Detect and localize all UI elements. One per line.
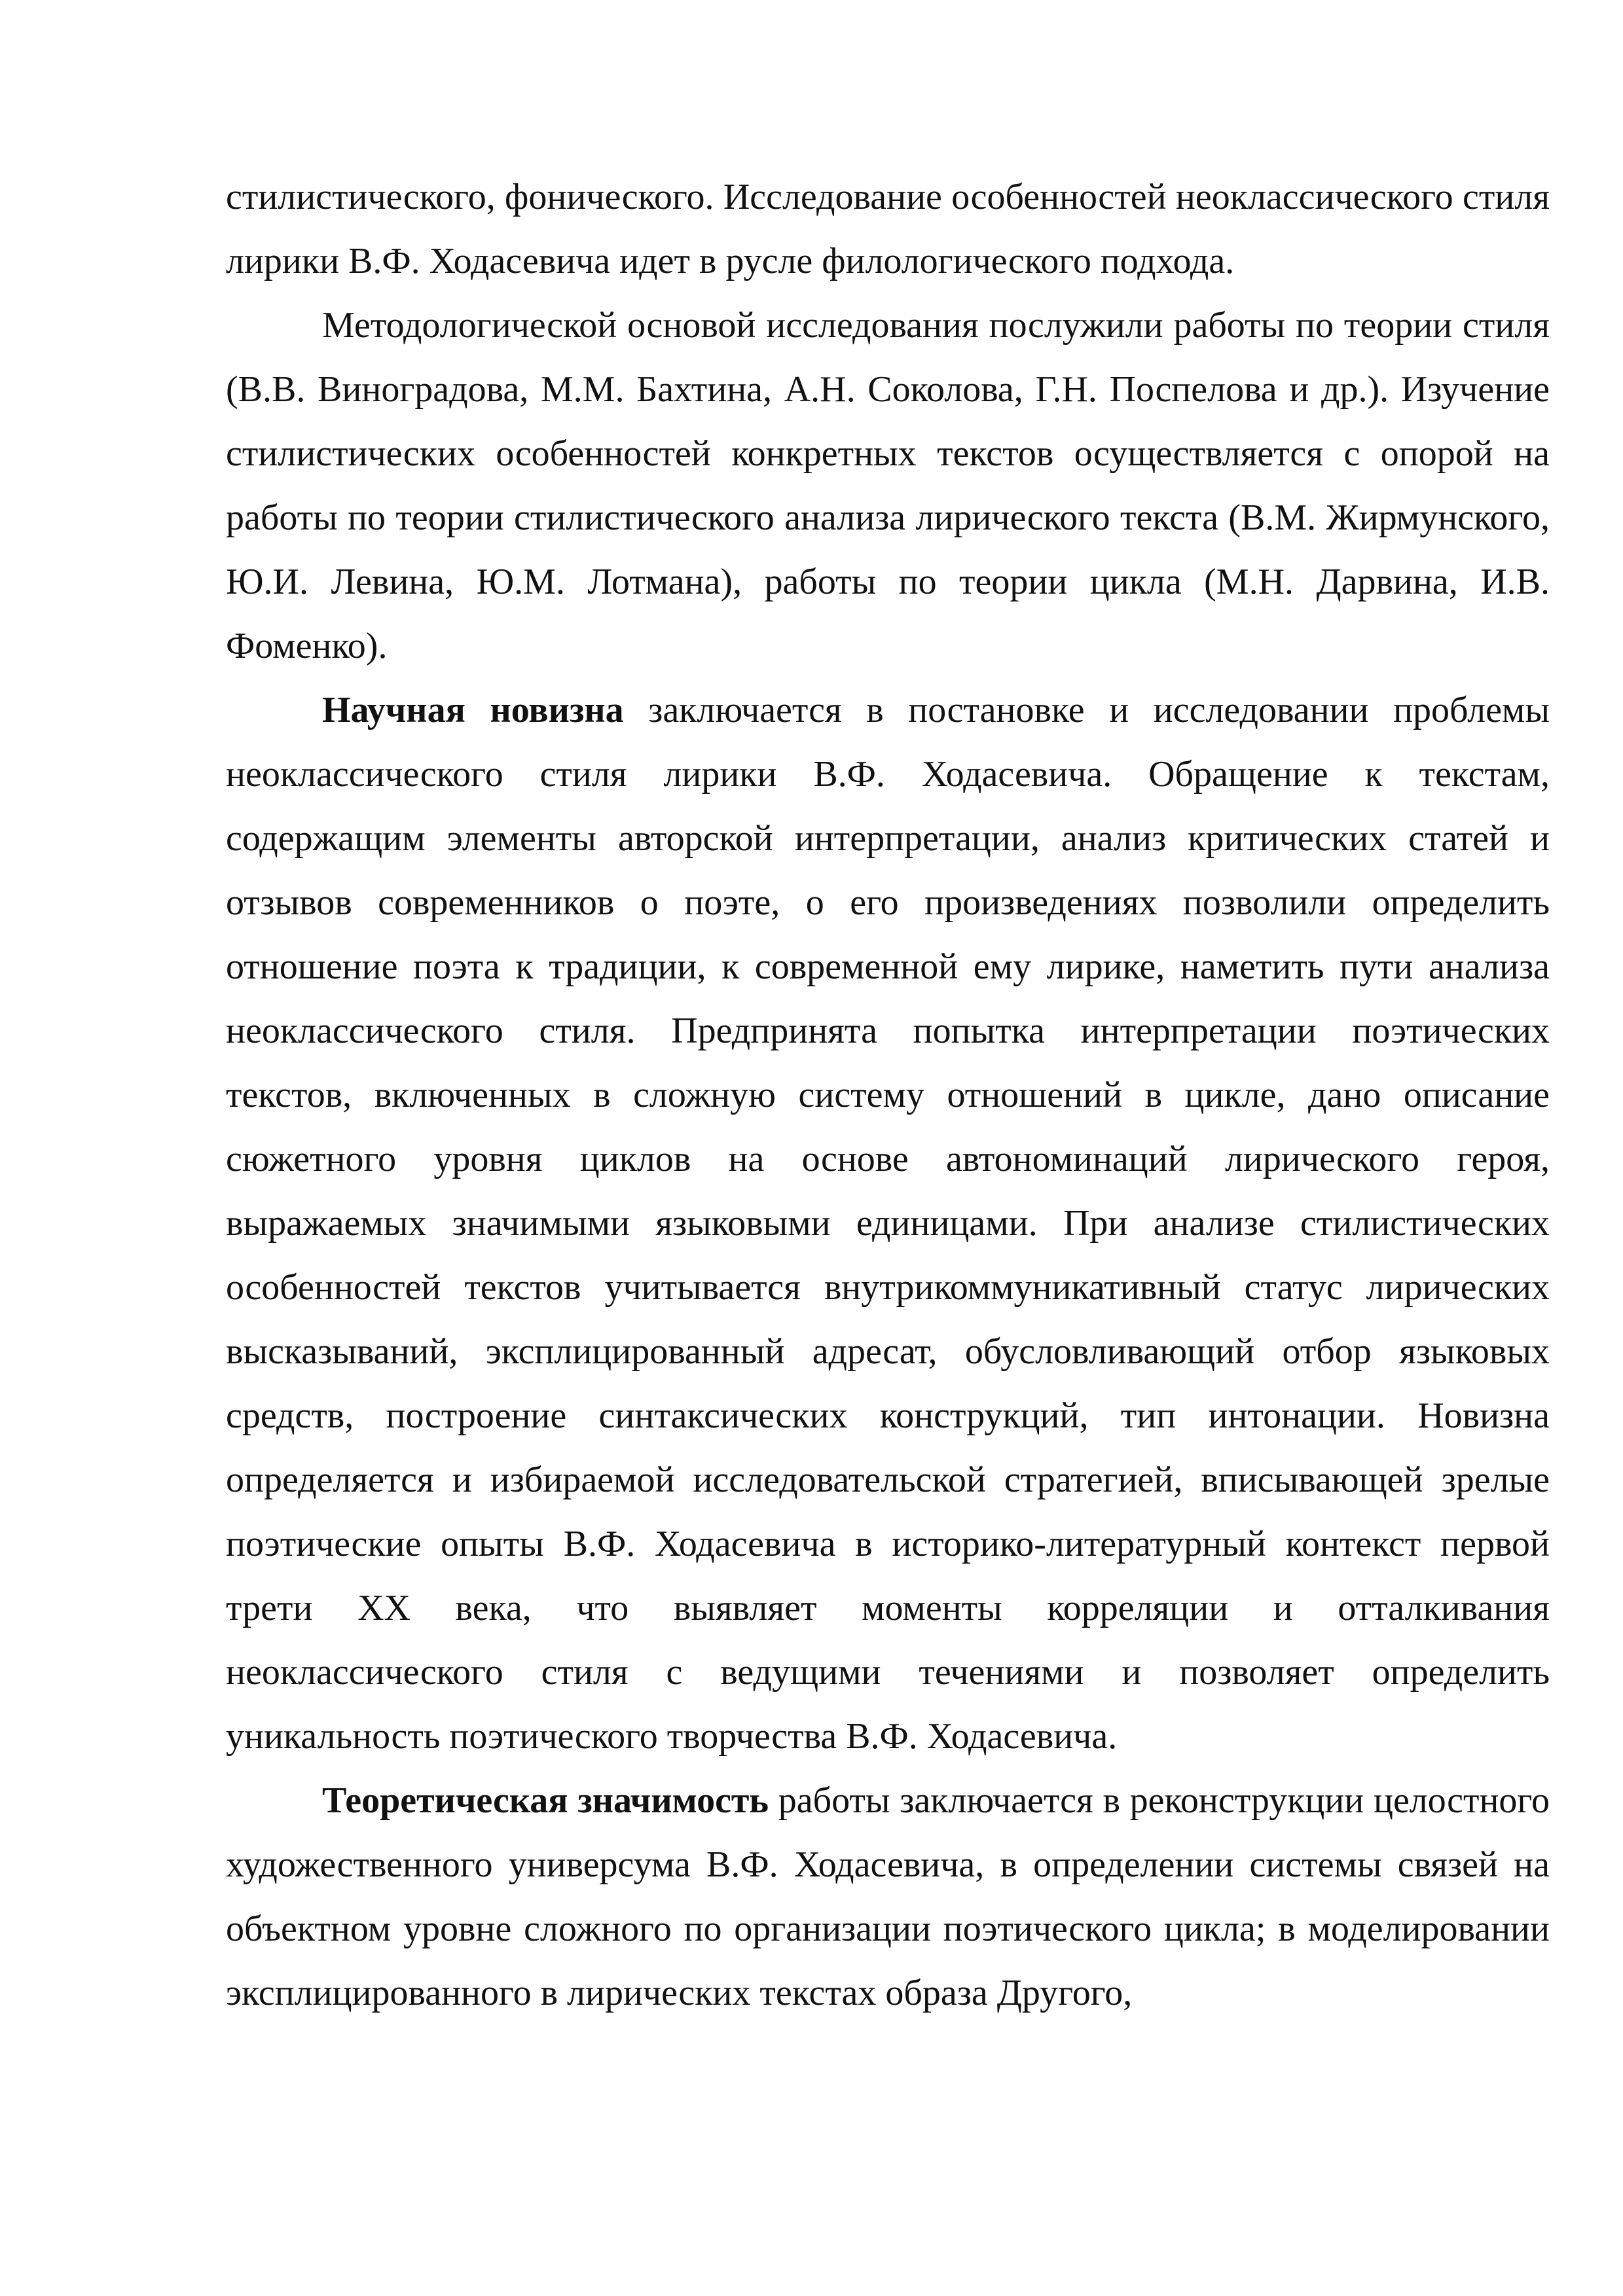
paragraph-scientific-novelty [226, 678, 1550, 1768]
paragraph-heading-bold: Теоретическая значимость [322, 1780, 769, 1821]
paragraph-heading-bold: Научная новизна [322, 690, 624, 730]
paragraph-text: работы заключается в реконструкции целостного художественного универсума В.Ф. Ходасевича, в определении системы связей на объектном уровне сложного по организации поэтического цикла; в моделировании эксплицированного в лирических текстах образа Другого, [226, 1780, 1550, 2013]
paragraph-text: заключается в постановке и исследовании проблемы неоклассического стиля лирики В.Ф. Ходасевича. Обращение к текстам, содержащим элементы авторской интерпретации, анализ критических статей и отзывов современников о поэте, о его произведениях позволили определить отношение поэта к традиции, к современной ему лирике, наметить пути анализа неоклассического стиля. Предпринята попытка интерпретации поэтических текстов, включенных в сложную систему отношений в цикле, дано описание сюжетного уровня циклов на основе автономинаций лирического героя, выражаемых значимыми языковыми единицами. При анализе стилистических особенностей текстов учитывается внутрикоммуникативный статус лирических высказываний, эксплицированный адресат, обусловливающий отбор языковых средств, построение синтаксических конструкций, тип интонации. Новизна определяется и избираемой исследовательской стратегией, вписывающей зрелые поэтические опыты В.Ф. Ходасевича в историко-литературный контекст первой трети XX века, что выявляет моменты корреляции и отталкивания неоклассического стиля с ведущими течениями и позволяет определить уникальность поэтического творчества В.Ф. Ходасевича. [226, 690, 1550, 1757]
body-text [226, 165, 1550, 2025]
paragraph-methodological-basis [226, 293, 1550, 678]
paragraph-text: Методологической основой исследования послужили работы по теории стиля (В.В. Виноградова, М.М. Бахтина, А.Н. Соколова, Г.Н. Поспелова и др.). Изучение стилистических особенностей конкретных текстов осуществляется с опорой на работы по теории стилистического анализа лирического текста (В.М. Жирмунского, Ю.И. Левина, Ю.М. Лотмана), работы по теории цикла (М.Н. Дарвина, И.В. Фоменко). [226, 305, 1550, 666]
paragraph-theoretical-significance [226, 1768, 1550, 2025]
paragraph-text: стилистического, фонического. Исследование особенностей неоклассического стиля лирики В.Ф. Ходасевича идет в русле филологического подхода. [226, 177, 1550, 281]
paragraph-methodology-intro [226, 165, 1550, 293]
